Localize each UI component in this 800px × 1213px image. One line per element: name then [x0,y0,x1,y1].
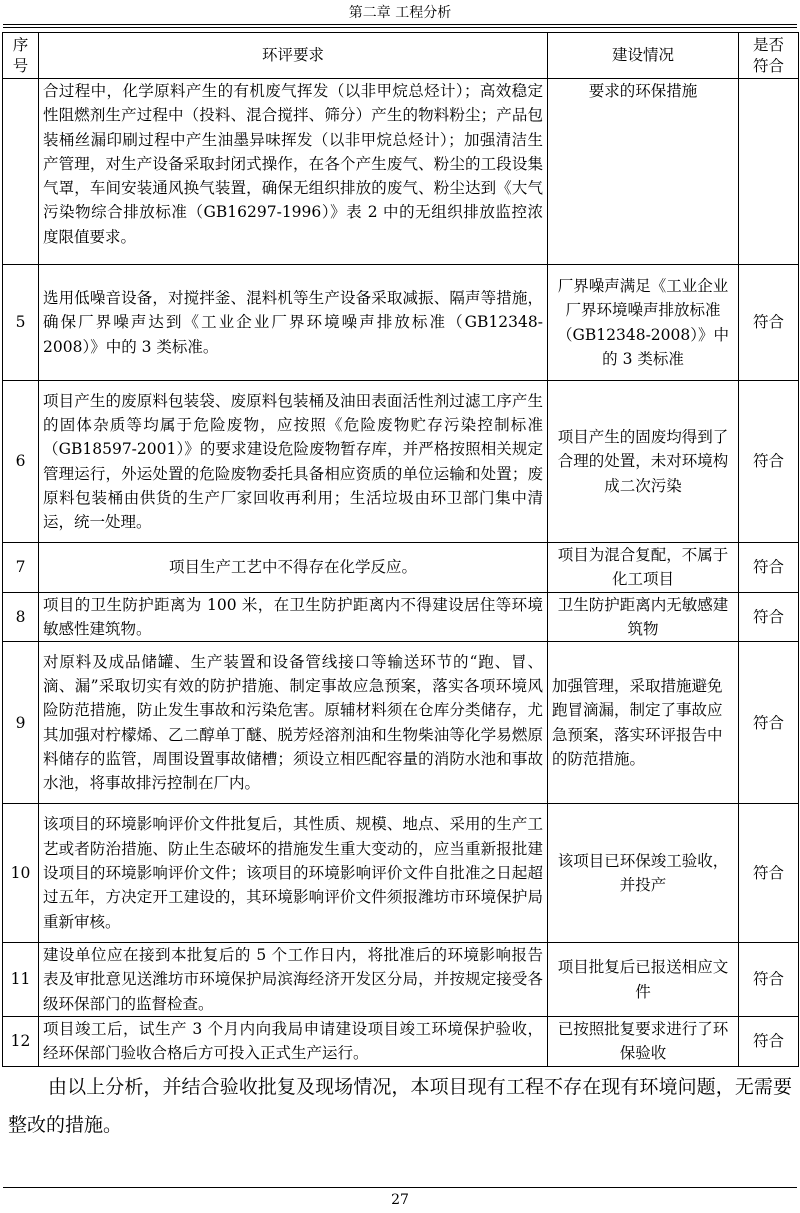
row-compliance: 符合 [739,592,799,642]
chapter-header: 第二章 工程分析 [348,5,452,21]
row-status: 项目产生的固废均得到了合理的处置，未对环境构成二次污染 [548,381,739,543]
table-row [3,943,799,1017]
footer-divider [3,1187,797,1188]
row-compliance [739,79,799,265]
row-status: 加强管理，采取措施避免跑冒滴漏，制定了事故应急预案，落实环评报告中的防范措施。 [548,642,739,804]
row-requirement: 项目产生的废原料包装袋、废原料包装桶及油田表面活性剂过滤工序产生的固体杂质等均属于危险废物，应按照《危险废物贮存污染控制标准（GB18597-2001）》的要求建设危险废物暂存库，并严格按照相关规定管理运行，外运处置的危险废物委托具备相应资质的单位运输和处置；废原料包装桶由供货的生产厂家回收再利用；生活垃圾由环卫部门集中清运，统一处理。 [39,381,548,543]
row-number: 5 [3,265,39,381]
row-requirement: 选用低噪音设备，对搅拌釜、混料机等生产设备采取减振、隔声等措施，确保厂界噪声达到《工业企业厂界环境噪声排放标准（GB12348-2008）》中的 3 类标准。 [39,265,548,381]
row-compliance: 符合 [739,943,799,1017]
row-requirement: 建设单位应在接到本批复后的 5 个工作日内，将批准后的环境影响报告表及审批意见送潍坊市环境保护局滨海经济开发区分局，并按规定接受各级环保部门的监督检查。 [39,943,548,1017]
page-number: 27 [391,1192,409,1208]
header-divider [3,24,797,25]
table-row [3,79,799,265]
row-requirement: 项目的卫生防护距离为 100 米，在卫生防护距离内不得建设居住等环境敏感性建筑物。 [39,592,548,642]
header-divider-secondary [3,27,797,28]
row-status: 已按照批复要求进行了环保验收 [548,1017,739,1067]
row-number: 11 [3,943,39,1017]
row-number: 9 [3,642,39,804]
table-row [3,804,799,943]
row-number: 10 [3,804,39,943]
row-compliance: 符合 [739,381,799,543]
table-row [3,265,799,381]
row-requirement: 项目生产工艺中不得存在化学反应。 [39,543,548,593]
row-requirement: 合过程中，化学原料产生的有机废气挥发（以非甲烷总烃计）；高效稳定性阻燃剂生产过程中（投料、混合搅拌、筛分）产生的物料粉尘；产品包装桶丝漏印刷过程中产生油墨异味挥发（以非甲烷总烃计）；加强清洁生产管理，对生产设备采取封闭式操作，在各个产生废气、粉尘的工段设集气罩，车间安装通风换气装置，确保无组织排放的废气、粉尘达到《大气污染物综合排放标准（GB16297-1996）》表 2 中的无组织排放监控浓度限值要求。 [39,79,548,265]
row-compliance: 符合 [739,642,799,804]
row-number [3,79,39,265]
row-compliance: 符合 [739,543,799,593]
row-compliance: 符合 [739,265,799,381]
row-compliance: 符合 [739,1017,799,1067]
header-status: 建设情况 [548,33,739,79]
table-row [3,592,799,642]
table-row [3,1017,799,1067]
row-status: 要求的环保措施 [548,79,739,265]
row-status: 卫生防护距离内无敏感建筑物 [548,592,739,642]
row-requirement: 该项目的环境影响评价文件批复后，其性质、规模、地点、采用的生产工艺或者防治措施、防止生态破坏的措施发生重大变动的，应当重新报批建设项目的环境影响评价文件；该项目的环境影响评价文件自批准之日起超过五年，方决定开工建设的，其环境影响评价文件须报潍坊市环境保护局重新审核。 [39,804,548,943]
table-row [3,381,799,543]
row-number: 8 [3,592,39,642]
header-compliance: 是否符合 [739,33,799,79]
table-row [3,543,799,593]
row-requirement: 项目竣工后，试生产 3 个月内向我局申请建设项目竣工环境保护验收，经环保部门验收合格后方可投入正式生产运行。 [39,1017,548,1067]
table-header-row [3,33,799,79]
row-status: 厂界噪声满足《工业企业厂界环境噪声排放标准（GB12348-2008）》中的 3 类标准 [548,265,739,381]
header-no: 序号 [3,33,39,79]
conclusion-paragraph: 由以上分析，并结合验收批复及现场情况，本项目现有工程不存在现有环境问题，无需要整改的措施。 [8,1076,792,1136]
table-row [3,642,799,804]
header-requirement: 环评要求 [39,33,548,79]
row-status: 项目为混合复配，不属于化工项目 [548,543,739,593]
row-requirement: 对原料及成品储罐、生产装置和设备管线接口等输送环节的“跑、冒、滴、漏”采取切实有效的防护措施、制定事故应急预案，落实各项环境风险防范措施，防止发生事故和污染危害。原辅材料须在仓库分类储存，尤其加强对柠檬烯、乙二醇单丁醚、脱芳烃溶剂油和生物柴油等化学易燃原料储存的监管，周围设置事故储槽；须设立相匹配容量的消防水池和事故水池，将事故排污控制在厂内。 [39,642,548,804]
row-number: 6 [3,381,39,543]
row-status: 项目批复后已报送相应文件 [548,943,739,1017]
row-status: 该项目已环保竣工验收，并投产 [548,804,739,943]
row-number: 7 [3,543,39,593]
compliance-table [2,32,799,1067]
row-number: 12 [3,1017,39,1067]
row-compliance: 符合 [739,804,799,943]
